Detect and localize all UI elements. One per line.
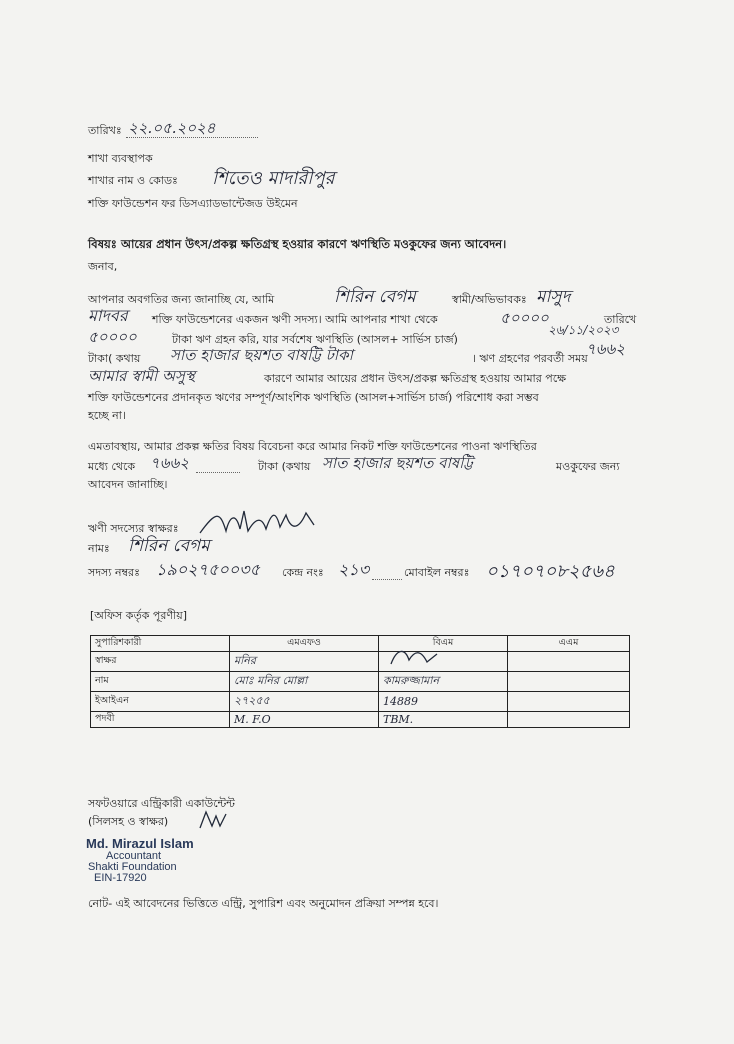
guardian-handwritten: মাসুদ <box>536 287 571 307</box>
waive-amount-handwritten: ৭৬৬২ <box>150 454 190 472</box>
body-p2-b: মধ্যে থেকে <box>88 460 136 473</box>
accountant-signature-icon <box>198 810 228 830</box>
bm-signature <box>379 652 508 672</box>
bm-designation: TBM. <box>379 712 508 728</box>
row-label: ইআইএন <box>91 692 230 712</box>
name-label: নামঃ <box>88 542 110 555</box>
body-p2-d: মওকুফের জন্য <box>556 460 620 473</box>
waive-dotted-line <box>196 472 240 473</box>
body-p1-g: । ঋণ গ্রহণের পরবর্তী সময় <box>472 352 588 365</box>
waive-words-handwritten: সাত হাজার ছয়শত বাষট্টি <box>322 454 473 472</box>
mfo-ein: ২৭২৫৫ <box>230 692 379 712</box>
center-dotted-line <box>372 579 402 580</box>
organization-name: শক্তি ফাউন্ডেশন ফর ডিসএ্যাডভান্টেজড উইমেন <box>88 197 298 210</box>
body-p2-e: আবেদন জানাচ্ছি। <box>88 478 168 491</box>
loan-date-handwritten: ২৬/১১/২০২৩ <box>548 323 619 337</box>
mfo-name: মোঃ মনির মোল্লা <box>230 672 379 692</box>
loan-amount-handwritten: ৫০০০০ <box>500 309 549 327</box>
am-signature <box>508 652 630 672</box>
table-row <box>91 672 630 692</box>
balance-words-handwritten: সাত হাজার ছয়শত বাষট্টি টাকা <box>170 346 353 364</box>
applicant-signature-icon <box>196 505 326 539</box>
date-value: ২২.০৫.২০২৪ <box>128 119 216 137</box>
branch-value: শিতেও মাদারীপুর <box>212 168 335 189</box>
mfo-signature: মনির <box>230 652 379 672</box>
mfo-designation: M. F.O <box>230 712 379 728</box>
row-label: পদবী <box>91 712 230 728</box>
table-header-row <box>91 636 630 652</box>
recommendation-table <box>90 635 630 728</box>
member-no-handwritten: ১৯০২৭৫০০৩৫ <box>156 560 260 579</box>
col-recommender: সুপারিশকারী <box>91 636 230 652</box>
mobile-handwritten: ০১৭০৭০৮২৫৬৪ <box>486 561 615 582</box>
member-no-label: সদস্য নম্বরঃ <box>88 566 140 579</box>
stamp-ein: EIN-17920 <box>94 872 147 884</box>
recipient-title: শাখা ব্যবস্থাপক <box>88 152 153 165</box>
applicant-name-handwritten: শিরিন বেগম <box>128 536 210 556</box>
row-label: নাম <box>91 672 230 692</box>
body-p1-c: শক্তি ফাউন্ডেশনের একজন ঋণী সদস্য। আমি আপনার শাখা থেকে <box>152 313 438 326</box>
body-p2-a: এমতাবস্থায়, আমার প্রকল্প ক্ষতির বিষয় বিবেচনা করে আমার নিকট শক্তি ফাউন্ডেশনের পাওনা ঋণস্থিতির <box>88 440 537 453</box>
col-mfo: এমএফও <box>230 636 379 652</box>
date-label: তারিখঃ <box>88 124 122 137</box>
body-p1-a: আপনার অবগতির জন্য জানাচ্ছি যে, আমি <box>88 293 275 306</box>
am-name <box>508 672 630 692</box>
stamp-title: Accountant <box>106 850 162 862</box>
member-name-handwritten: শিরিন বেগম <box>334 287 416 307</box>
salutation: জনাব, <box>88 260 118 273</box>
stamp-org: Shakti Foundation <box>88 861 177 873</box>
center-handwritten: ২১৩ <box>338 560 370 579</box>
am-ein <box>508 692 630 712</box>
col-bm: বিএম <box>379 636 508 652</box>
cause-handwritten: আমার স্বামী অসুস্থ <box>88 367 195 385</box>
mobile-label: মোবাইল নম্বরঃ <box>404 566 470 579</box>
stamp-name: Md. Mirazul Islam <box>86 836 194 851</box>
bm-signature-icon <box>387 646 447 670</box>
body-p1-f: টাকা( কথায় <box>88 352 141 365</box>
balance-handwritten: ৭৬৬২ <box>586 340 626 358</box>
body-p2-c: টাকা (কথায় <box>258 460 311 473</box>
body-p1-b: স্বামী/অভিভাবকঃ <box>452 293 527 306</box>
body-p1-h: কারণে আমার আয়ের প্রধান উৎস/প্রকল্প ক্ষতিগ্রস্থ হওয়ায় আমার পক্ষে <box>264 372 567 385</box>
bm-ein: 14889 <box>379 692 508 712</box>
center-label: কেন্দ্র নংঃ <box>282 566 324 579</box>
am-designation <box>508 712 630 728</box>
branch-label: শাখার নাম ও কোডঃ <box>88 174 178 187</box>
body-p1-i: শক্তি ফাউন্ডেশনের প্রদানকৃত ঋণের সম্পূর্ণ/আংশিক ঋণস্থিতি (আসল+সার্ভিস চার্জ) পরিশোধ করা সম্ভব <box>88 391 539 404</box>
seal-label: (সিলসহ ও স্বাক্ষর) <box>88 815 169 828</box>
sign-label: ঋণী সদস্যের স্বাক্ষরঃ <box>88 522 179 535</box>
body-p1-j: হচ্ছে না। <box>88 409 126 422</box>
table-row <box>91 652 630 672</box>
accountant-stamp <box>86 836 194 884</box>
table-row <box>91 692 630 712</box>
loan-amount-2-handwritten: ৫০০০০ <box>88 328 137 346</box>
office-caption: [অফিস কর্তৃক পূরণীয়] <box>90 609 187 622</box>
entry-accountant-label: সফটওয়ারে এন্ট্রিকারী একাউন্টেন্ট <box>88 797 235 810</box>
footer-note: নোট- এই আবেদনের ভিত্তিতে এন্ট্রি, সুপারিশ এবং অনুমোদন প্রক্রিয়া সম্পন্ন হবে। <box>88 897 439 910</box>
row-label: স্বাক্ষর <box>91 652 230 672</box>
bm-name: কামরুজ্জামান <box>379 672 508 692</box>
body-p1-d: তারিখে <box>604 313 637 326</box>
subject-line: বিষয়ঃ আয়ের প্রধান উৎস/প্রকল্প ক্ষতিগ্রস্থ হওয়ার কারণে ঋণস্থিতি মওকুফের জন্য আবেদন। <box>88 237 507 251</box>
body-p1-e: টাকা ঋণ গ্রহন করি, যার সর্বশেষ ঋণস্থিতি (আসল+ সার্ভিস চার্জ) <box>172 333 458 346</box>
guardian-handwritten-2: মাদবর <box>88 306 128 325</box>
col-am: এএম <box>508 636 630 652</box>
table-row <box>91 712 630 728</box>
